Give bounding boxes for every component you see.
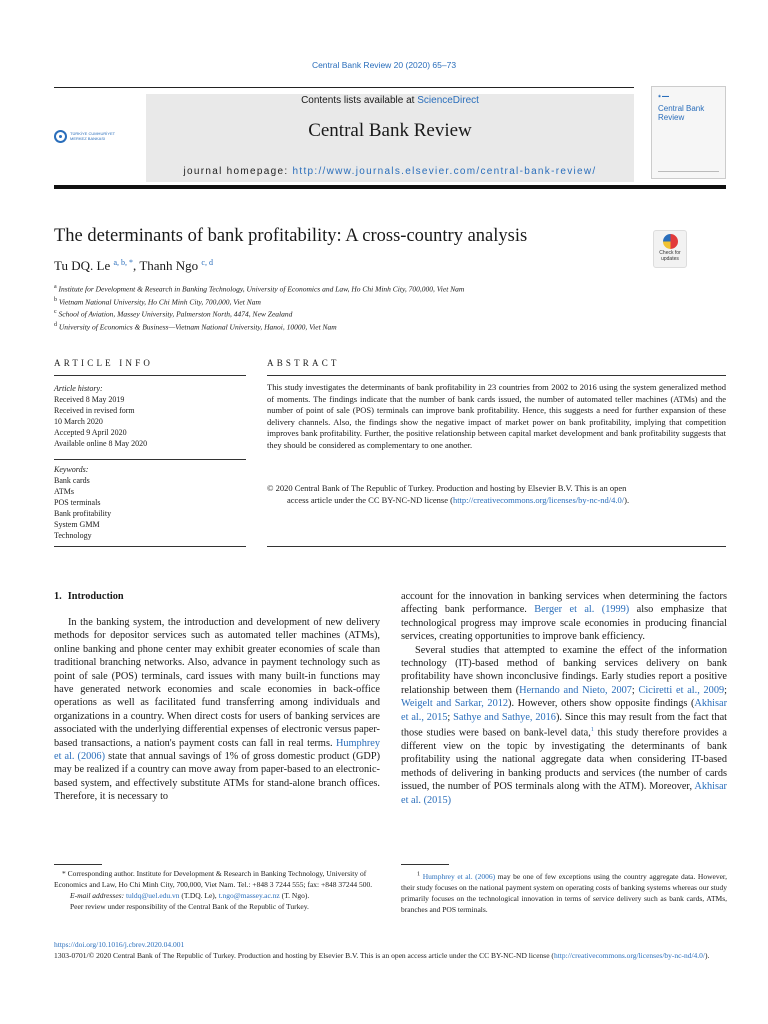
keyword: Technology [54, 531, 92, 540]
check-for-updates-badge[interactable]: Check for updates [653, 230, 687, 268]
author-2-affiliation-marks[interactable]: c, d [201, 258, 213, 267]
section-heading-introduction [54, 591, 124, 602]
keywords [54, 464, 246, 541]
citation-link[interactable]: Berger et al. (1999) [534, 604, 630, 616]
abstract-copyright: © 2020 Central Bank of The Republic of Turkey. Production and hosting by Elsevier B.V. This is an open access article under the CC BY-NC-ND license (http://creativecommons.org/licenses/by-nc-nd/4.0/). [267, 483, 630, 505]
keyword: ATMs [54, 487, 75, 496]
history-label: Article history: [54, 384, 103, 393]
doi-link[interactable]: https://doi.org/10.1016/j.cbrev.2020.04.001 [54, 940, 185, 949]
author-1: Tu DQ. Le [54, 258, 111, 273]
keywords-label: Keywords: [54, 465, 89, 474]
keyword: Bank cards [54, 476, 90, 485]
section-title: Introduction [67, 591, 124, 602]
bank-emblem-icon [54, 130, 67, 143]
keyword: Bank profitability [54, 509, 112, 518]
publisher-logo [54, 128, 124, 144]
history-accepted: Accepted 9 April 2020 [54, 428, 127, 437]
article-history [54, 383, 246, 449]
article-info-heading: ARTICLE INFO [54, 358, 154, 368]
article-info-rule [54, 375, 246, 376]
paragraph: Several studies that attempted to examine the effect of the information technology (IT)-based method of banking services delivery on bank profitability have shown inconclusive findings. Early studies report a positive relationship between them (Hernando and Nieto, 2007; Ciciretti et al., 2009; Weigelt and Sarkar, 2012). However, others show opposite findings (Akhisar et al., 2015; Sathye and Sathye, 2016). Since this may result from the fact that those studies were based on bank-level data,$^1$ this study therefore provides a different view on the topic by investigating the determinants of bank profitability using the national aggregate data when considering IT-based methods of delivering in banking products and services (the number of cards issued, the number of POS terminals along with the ATM). Moreover, Akhisar et al. (2015) [401, 644, 728, 806]
corresponding-author-note: * Corresponding author. Institute for Development & Research in Banking Technology, University of Economics and Law, Ho Chi Minh City, 700,000, Viet Nam. Tel.: +848 3 7244 555; fax: +848 37244 500. [54, 869, 373, 889]
check-for-updates-icon [663, 234, 678, 249]
sciencedirect-link[interactable]: ScienceDirect [417, 95, 479, 106]
author-2: Thanh Ngo [139, 258, 199, 273]
publisher-logo-line-2: MERKEZ BANKASI [70, 136, 106, 141]
affiliation-a: $^a$ Institute for Development & Research in Banking Technology, University of Economics and Law, Ho Chi Minh City, 700,000, Viet Nam [54, 284, 465, 294]
header-thick-rule [54, 185, 726, 189]
contents-prefix: Contents lists available at [301, 95, 418, 106]
footnote-1: $^1$ Humphrey et al. (2006) may be one of few exceptions using the country aggregate data. However, their study focuses on the national payment system on operating costs of banking systems whereas our study primarily focuses on the technological innovation in terms of service delivery such as bank cards, ATMs, branches and POS terminals. [401, 870, 727, 914]
citation-link[interactable]: Humphrey et al. (2006) [422, 871, 496, 881]
email-addresses: E-mail addresses: tuldq@uel.edu.vn (T.DQ. Le), t.ngo@massey.ac.nz (T. Ngo). [70, 891, 310, 900]
doi-and-license: https://doi.org/10.1016/j.cbrev.2020.04.001 1303-0701/© 2020 Central Bank of The Republic of Turkey. Production and hosting by Elsevier B.V. This is an open access article under the CC BY-NC-ND license (http://creativecommons.org/licenses/by-nc-nd/4.0/). [54, 940, 710, 960]
contents-line [146, 95, 634, 106]
body-column-right-text [401, 590, 727, 807]
citation-link[interactable]: Akhisar et al. (2015) [401, 781, 727, 806]
homepage-label: journal homepage: [183, 166, 293, 177]
affiliation-c: $^c$ School of Aviation, Massey University, Palmerston North, 4474, New Zealand [54, 309, 293, 319]
affiliations [54, 282, 464, 332]
author-1-affiliation-marks[interactable]: a, b, * [113, 258, 134, 267]
keyword: System GMM [54, 520, 100, 529]
journal-homepage [146, 166, 634, 177]
journal-cover-thumbnail[interactable] [651, 86, 726, 179]
cover-title-line-2: Review [658, 113, 685, 122]
cover-title-line-1: Central Bank [658, 104, 705, 113]
history-received: Received 8 May 2019 [54, 395, 125, 404]
abstract-text: This study investigates the determinants of bank profitability in 23 countries from 2002 to 2016 using the system generalized method of moments. The findings indicate that the number of bank cards issued, the number of automated teller machines (ATMs) and the number of point of sale (POS) terminals can improve bank profitability. Hence, this suggests a need for further expansion of these delivery channels. Also, the findings show the negative impact of market power on bank profitability, implying that competition improves bank profitability. Further, the positive relationship between capital market development and bank profitability suggests that they should be considered as complementary to one another. [267, 382, 726, 450]
footnotes-left [54, 868, 380, 912]
keyword: POS terminals [54, 498, 101, 507]
affiliation-d: $^d$ University of Economics & Business—Vietnam National University, Hanoi, 10000, Viet Nam [54, 321, 337, 331]
citation-link[interactable]: Akhisar et al., 2015 [401, 698, 728, 723]
license-footer-link[interactable]: http://creativecommons.org/licenses/by-nc-nd/4.0/ [553, 951, 706, 960]
paragraph: In the banking system, the introduction and development of new delivery methods for depositor services such as automated teller machines (ATMs), online banking and phone center may exhibit greater economies of scale than traditional branching networks. Also, advance in payment technology such as point of sale (POS) terminals, card issues with many built-in functions may have generated network economies and scale economies in back-office operations as well as facilitated fund transferring among individuals and organizations in a country. When direct costs for users of banking services are associated with the underlying differential expenses of electronic versus paper-based transactions, a nation's payment costs can fall in real terms. Humphrey et al. (2006) state that annual savings of 1% of gross domestic product (GDP) may be realized if a country can move away from paper-based to an electronic-based system, and effectively substitute ATMs for stand-alone branch offices. Therefore, it is necessary to [54, 617, 381, 803]
history-online: Available online 8 May 2020 [54, 439, 148, 448]
publisher-logo-line-1: TÜRKİYE CUMHURİYET [70, 131, 116, 136]
footnote-rule-right [401, 864, 449, 865]
article-info-bottom-rule [54, 546, 246, 547]
citation-link[interactable]: Ciciretti et al., 2009 [638, 684, 725, 696]
email-link-1[interactable]: tuldq@uel.edu.vn [125, 891, 180, 900]
footnote-reference[interactable]: 1 [590, 727, 594, 734]
peer-review-note: Peer review under responsibility of the Central Bank of the Republic of Turkey. [70, 902, 309, 911]
header-rule [54, 87, 634, 88]
journal-title: Central Bank Review [308, 120, 472, 141]
abstract-bottom-rule [267, 546, 726, 547]
keywords-rule [54, 459, 246, 460]
citation-link[interactable]: Humphrey et al. (2006) [54, 737, 380, 763]
footnote-rule-left [54, 864, 102, 865]
email-link-2[interactable]: t.ngo@massey.ac.nz [218, 891, 280, 900]
citation-link[interactable]: Hernando and Nieto, 2007 [519, 684, 632, 696]
cover-logo-icon: ◉ ▬▬ [658, 94, 670, 98]
body-column-left [54, 616, 380, 804]
abstract-rule [267, 375, 726, 376]
abstract-heading: ABSTRACT [267, 358, 340, 368]
article-title: The determinants of bank profitability: A cross-country analysis [54, 226, 528, 246]
license-link[interactable]: http://creativecommons.org/licenses/by-nc-nd/4.0/ [452, 494, 625, 505]
paragraph-continued: account for the innovation in banking services when determining the factors affecting bank performance. Berger et al. (1999) also emphasize that technological progress may improve scale economies in producing financial services, creating opportunities to improve bank efficiency. [401, 591, 727, 643]
homepage-link[interactable]: http://www.journals.elsevier.com/central-bank-review/ [292, 166, 597, 177]
history-revised-date: 10 March 2020 [54, 417, 103, 426]
journal-citation: Central Bank Review 20 (2020) 65–73 [311, 60, 457, 70]
citation-link[interactable]: Sathye and Sathye, 2016 [453, 711, 556, 723]
history-revised-label: Received in revised form [54, 406, 135, 415]
section-number: 1. [54, 591, 62, 602]
footnote-number: 1 [417, 870, 421, 877]
citation-link[interactable]: Weigelt and Sarkar, 2012 [401, 698, 509, 710]
author-list: Tu DQ. Le $^{a, b, *}$, Thanh Ngo $^{c, d}$ [54, 258, 213, 273]
affiliation-b: $^b$ Vietnam National University, Ho Chi Minh City, 700,000, Viet Nam [54, 296, 261, 306]
